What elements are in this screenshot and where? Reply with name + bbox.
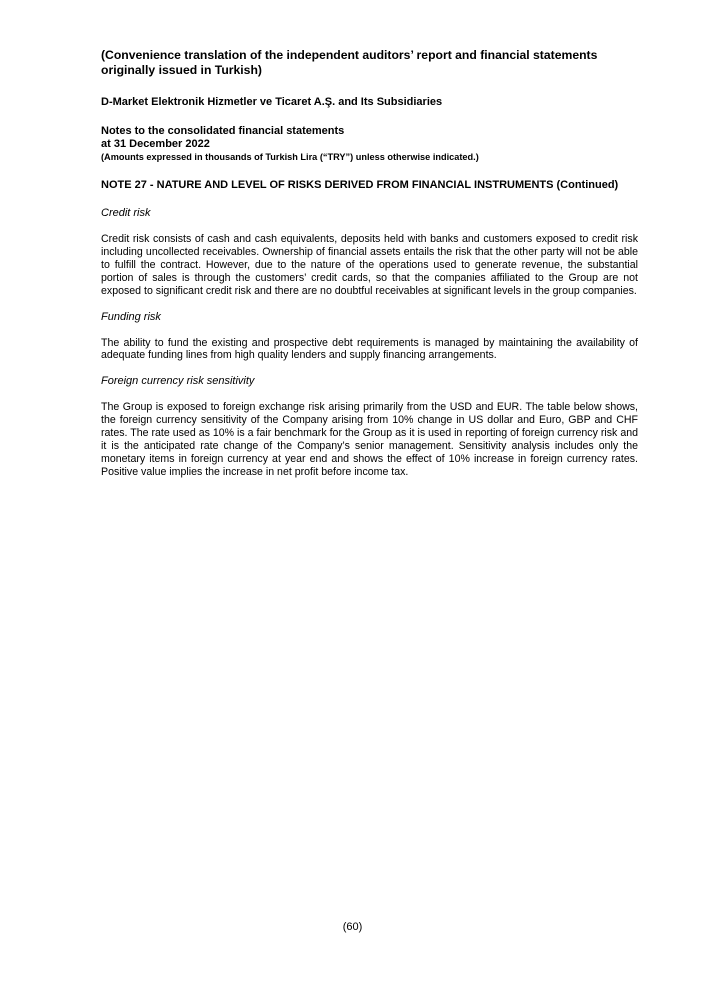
section-text-funding-risk: The ability to fund the existing and prospective debt requirements is managed by maintaining the availability of adequate funding lines from high quality lenders and supply financing arrangements. bbox=[101, 336, 638, 362]
section-heading-fx-sensitivity: Foreign currency risk sensitivity bbox=[101, 375, 255, 388]
page-number: (60) bbox=[342, 921, 363, 933]
section-heading-funding-risk: Funding risk bbox=[101, 310, 161, 323]
note-title: NOTE 27 - NATURE AND LEVEL OF RISKS DERIVED FROM FINANCIAL INSTRUMENTS (Continued) bbox=[101, 179, 619, 191]
company-name: D-Market Elektronik Hizmetler ve Ticaret A.Ş. and Its Subsidiaries bbox=[101, 96, 443, 108]
amounts-note: (Amounts expressed in thousands of Turkish Lira (“TRY”) unless otherwise indicated.) bbox=[101, 152, 479, 162]
section-text-fx-sensitivity: The Group is exposed to foreign exchange risk arising primarily from the USD and EUR. The table below shows, the foreign currency sensitivity of the Company arising from 10% change in US dollar and Euro, GBP and CHF rates. The rate used as 10% is a fair benchmark for the Group as it is used in reporting of foreign currency risk and it is the anticipated rate change of the Company’s senior management. Sensitivity analysis includes only the monetary items in foreign currency at year end and shows the effect of 10% increase in foreign currency rates. Positive value implies the increase in net profit before income tax. bbox=[101, 401, 638, 478]
section-heading-credit-risk: Credit risk bbox=[101, 207, 151, 219]
notes-title: Notes to the consolidated financial statements bbox=[101, 125, 345, 137]
statement-date: at 31 December 2022 bbox=[101, 138, 210, 150]
document-page bbox=[101, 48, 638, 492]
section-text-credit-risk: Credit risk consists of cash and cash equivalents, deposits held with banks and customers exposed to credit risk including uncollected receivables. Ownership of financial assets entails the risk that the other party will not be able to fulfill the contract. However, due to the nature of the operations used to generate revenue, the substantial portion of sales is through the customers’ credit cards, so that the companies affiliated to the Group are not exposed to significant credit risk and there are no doubtful receivables at significant levels in the group companies. bbox=[101, 233, 638, 297]
translation-note: (Convenience translation of the independent auditors’ report and financial statements originally issued in Turkish) bbox=[101, 48, 598, 77]
